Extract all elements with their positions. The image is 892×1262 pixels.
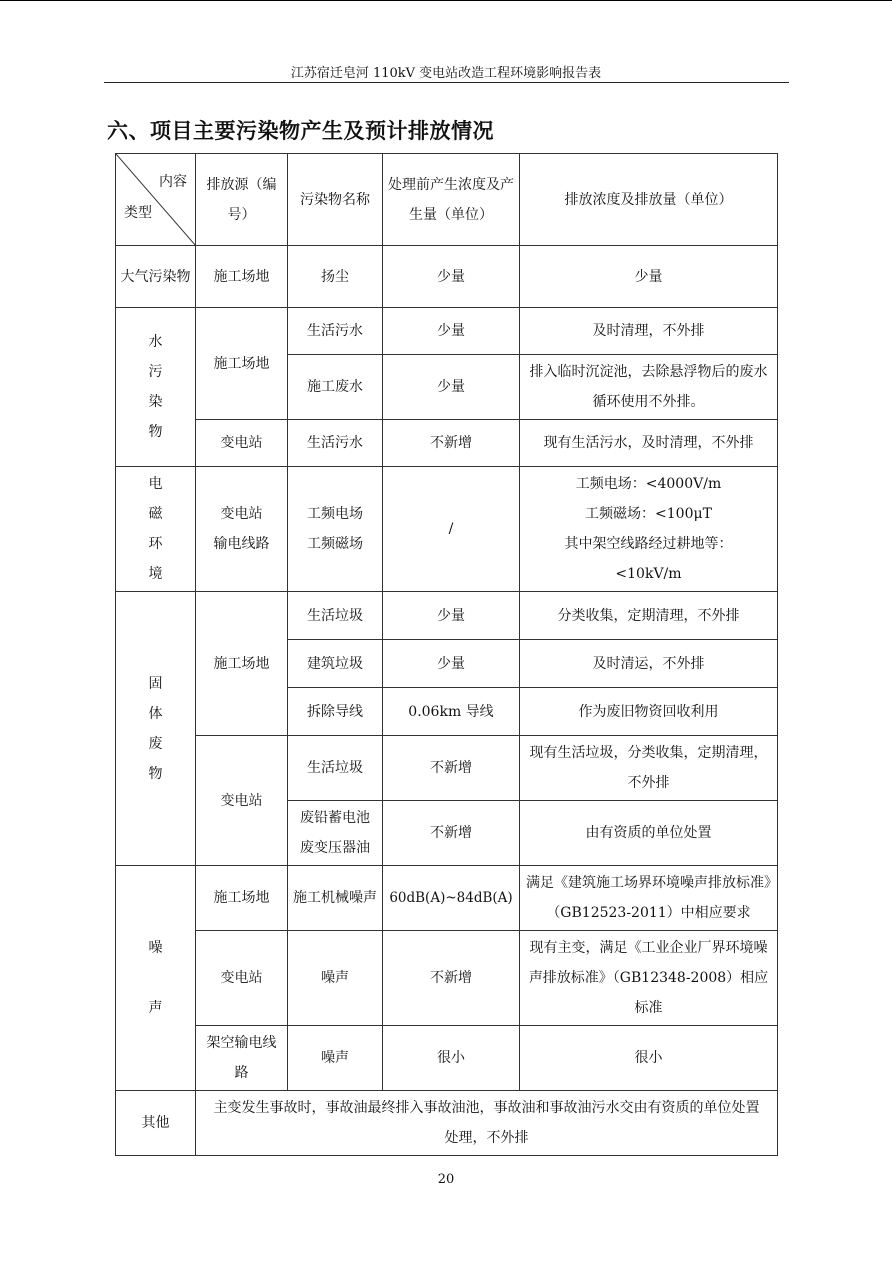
cell-name: 生活垃圾	[288, 592, 383, 640]
table-row	[116, 246, 778, 308]
cell-other-text: 主变发生事故时，事故油最终排入事故油池，事故油和事故油污水交由有资质的单位处置处理，不外排	[196, 1091, 778, 1156]
col-header-before: 处理前产生浓度及产生量（单位）	[383, 154, 520, 246]
cell-before: 少量	[383, 355, 520, 420]
corner-header-cell	[116, 154, 196, 246]
cell-source	[196, 467, 288, 592]
table-row	[116, 1026, 778, 1091]
type-em-label: 电磁环境	[148, 476, 163, 582]
cell-before: 很小	[383, 1026, 520, 1091]
corner-top-label: 内容	[159, 174, 187, 190]
cell-name: 拆除导线	[288, 688, 383, 736]
cell-source: 变电站	[196, 736, 288, 866]
em-after-1: 工频电场：<4000V/m	[575, 476, 722, 492]
cell-name: 扬尘	[288, 246, 383, 308]
cell-after: 及时清运，不外排	[520, 640, 778, 688]
cell-after	[520, 467, 778, 592]
type-em	[116, 467, 196, 592]
cell-source: 变电站	[196, 420, 288, 467]
cell-before: 不新增	[383, 736, 520, 801]
cell-source: 施工场地	[196, 592, 288, 736]
cell-after: 分类收集，定期清理，不外排	[520, 592, 778, 640]
table-row	[116, 308, 778, 355]
cell-source: 变电站	[196, 931, 288, 1026]
cell-name: 噪声	[288, 1026, 383, 1091]
em-name-2: 工频磁场	[307, 536, 363, 552]
col-header-source: 排放源（编号）	[196, 154, 288, 246]
cell-name: 噪声	[288, 931, 383, 1026]
type-noise	[116, 866, 196, 1091]
cell-after: 少量	[520, 246, 778, 308]
type-other: 其他	[116, 1091, 196, 1156]
header-rule	[104, 82, 789, 83]
cell-name: 施工机械噪声	[288, 866, 383, 931]
cell-before: 少量	[383, 640, 520, 688]
pollutant-table	[115, 153, 778, 1156]
running-header: 江苏宿迁皂河 110kV 变电站改造工程环境影响报告表	[290, 66, 602, 81]
em-name-1: 工频电场	[307, 506, 363, 522]
cell-name: 施工废水	[288, 355, 383, 420]
cell-after: 及时清理，不外排	[520, 308, 778, 355]
cell-after: 现有主变，满足《工业企业厂界环境噪声排放标准》（GB12348-2008）相应标准	[520, 931, 778, 1026]
type-water-label: 水污染物	[148, 334, 163, 440]
type-solid-label: 固体废物	[148, 675, 163, 782]
em-after-4: <10kV/m	[615, 566, 682, 582]
type-solid	[116, 592, 196, 866]
cell-after: 排入临时沉淀池，去除悬浮物后的废水循环使用不外排。	[520, 355, 778, 420]
cell-after: 现有生活污水，及时清理，不外排	[520, 420, 778, 467]
cell-before: 少量	[383, 592, 520, 640]
table-row	[116, 1091, 778, 1156]
cell-name: 生活污水	[288, 420, 383, 467]
table-row	[116, 736, 778, 801]
cell-source: 施工场地	[196, 866, 288, 931]
cell-name	[288, 801, 383, 866]
cell-after: 很小	[520, 1026, 778, 1091]
page-number: 20	[437, 1172, 455, 1187]
cell-name: 建筑垃圾	[288, 640, 383, 688]
cell-before: /	[383, 467, 520, 592]
table-row	[116, 467, 778, 592]
type-noise-label: 噪声	[148, 940, 163, 1016]
table-row	[116, 420, 778, 467]
table-header-row	[116, 154, 778, 246]
cell-name	[288, 467, 383, 592]
solid-name-1: 废铅蓄电池	[300, 810, 370, 826]
cell-after: 作为废旧物资回收利用	[520, 688, 778, 736]
top-border-line	[0, 0, 892, 1]
table-row	[116, 866, 778, 931]
cell-before: 60dB(A)~84dB(A)	[383, 866, 520, 931]
col-header-after: 排放浓度及排放量（单位）	[520, 154, 778, 246]
col-header-name: 污染物名称	[288, 154, 383, 246]
cell-after: 满足《建筑施工场界环境噪声排放标准》（GB12523-2011）中相应要求	[520, 866, 778, 931]
cell-before: 少量	[383, 308, 520, 355]
cell-source: 架空输电线路	[196, 1026, 288, 1091]
table-row	[116, 931, 778, 1026]
cell-source: 施工场地	[196, 308, 288, 420]
type-air: 大气污染物	[116, 246, 196, 308]
em-after-2: 工频磁场：<100μT	[585, 506, 712, 522]
cell-before: 0.06km 导线	[383, 688, 520, 736]
cell-before: 不新增	[383, 801, 520, 866]
cell-after: 现有生活垃圾，分类收集，定期清理，不外排	[520, 736, 778, 801]
em-source-1: 变电站	[220, 506, 263, 522]
type-water	[116, 308, 196, 467]
diagonal-line	[116, 154, 196, 246]
corner-bottom-label: 类型	[124, 205, 152, 221]
cell-name: 生活污水	[288, 308, 383, 355]
cell-source: 施工场地	[196, 246, 288, 308]
em-source-2: 输电线路	[213, 536, 270, 552]
section-title: 六、项目主要污染物产生及预计排放情况	[107, 119, 494, 143]
cell-name: 生活垃圾	[288, 736, 383, 801]
cell-before: 少量	[383, 246, 520, 308]
cell-before: 不新增	[383, 420, 520, 467]
em-after-3: 其中架空线路经过耕地等：	[564, 536, 733, 552]
table-row	[116, 592, 778, 640]
solid-name-2: 废变压器油	[300, 840, 370, 856]
cell-after: 由有资质的单位处置	[520, 801, 778, 866]
cell-before: 不新增	[383, 931, 520, 1026]
